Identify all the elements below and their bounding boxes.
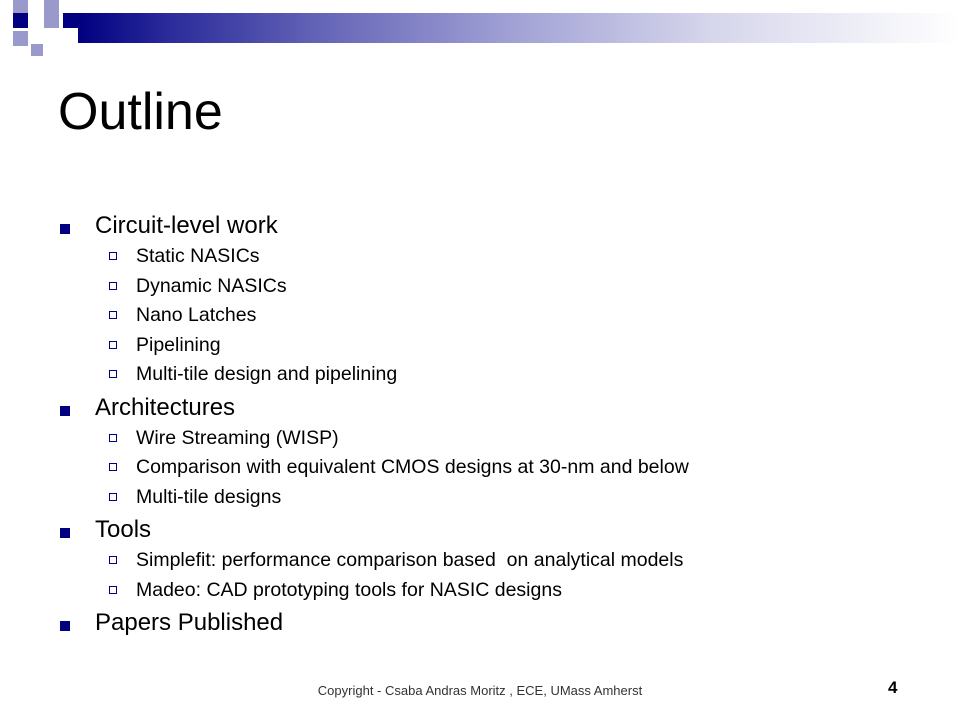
corner-square-decoration xyxy=(63,13,78,28)
section-label: Tools xyxy=(95,516,152,543)
square-bullet-icon xyxy=(60,406,70,416)
corner-square-decoration xyxy=(13,13,28,28)
hollow-square-bullet-icon xyxy=(109,282,117,290)
square-bullet-icon xyxy=(60,621,70,631)
corner-square-decoration xyxy=(31,44,43,56)
outline-section xyxy=(58,515,938,605)
list-item: Wire Streaming (WISP) xyxy=(95,424,938,454)
list-item: Pipelining xyxy=(95,331,938,361)
list-item: Dynamic NASICs xyxy=(95,272,938,302)
sub-list xyxy=(95,242,938,390)
list-item: Multi-tile designs xyxy=(95,483,938,513)
hollow-square-bullet-icon xyxy=(109,556,117,564)
hollow-square-bullet-icon xyxy=(109,586,117,594)
list-item: Madeo: CAD prototyping tools for NASIC designs xyxy=(95,576,938,606)
header-gradient-bar xyxy=(78,13,960,43)
page-number: 4 xyxy=(888,678,898,697)
list-item: Multi-tile design and pipelining xyxy=(95,360,938,390)
hollow-square-bullet-icon xyxy=(109,252,117,260)
sub-list xyxy=(95,546,938,605)
sub-list xyxy=(95,424,938,513)
footer-copyright: Copyright - Csaba Andras Moritz , ECE, UMass Amherst xyxy=(317,683,643,698)
section-label: Circuit-level work xyxy=(95,212,278,239)
hollow-square-bullet-icon xyxy=(109,341,117,349)
hollow-square-bullet-icon xyxy=(109,311,117,319)
list-item: Simplefit: performance comparison based on analytical models xyxy=(95,546,938,576)
hollow-square-bullet-icon xyxy=(109,493,117,501)
outline-list xyxy=(58,208,938,637)
hollow-square-bullet-icon xyxy=(109,370,117,378)
square-bullet-icon xyxy=(60,224,70,234)
list-item: Nano Latches xyxy=(95,301,938,331)
corner-square-decoration xyxy=(44,13,59,28)
square-bullet-icon xyxy=(60,528,70,538)
hollow-square-bullet-icon xyxy=(109,463,117,471)
slide-title: Outline xyxy=(58,83,223,141)
section-label: Papers Published xyxy=(95,609,284,636)
outline-section xyxy=(58,393,938,513)
list-item: Comparison with equivalent CMOS designs at 30-nm and below xyxy=(95,453,938,483)
list-item: Static NASICs xyxy=(95,242,938,272)
section-label: Architectures xyxy=(95,393,236,421)
corner-square-decoration xyxy=(44,0,59,13)
outline-section xyxy=(58,608,938,637)
hollow-square-bullet-icon xyxy=(109,434,117,442)
corner-square-decoration xyxy=(13,31,28,46)
corner-square-decoration xyxy=(13,0,28,13)
outline-section xyxy=(58,211,938,390)
